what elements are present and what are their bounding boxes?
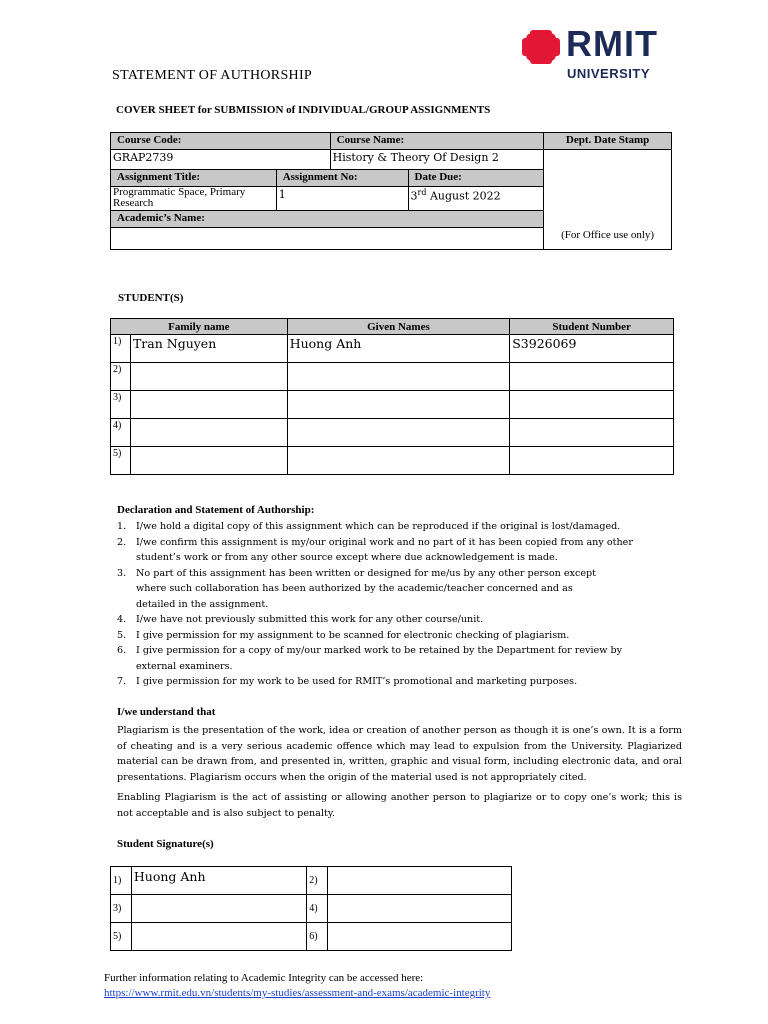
course-code-label: Course Code: — [111, 133, 331, 150]
dept-date-stamp-label: Dept. Date Stamp — [544, 133, 672, 150]
student-number-cell — [510, 419, 674, 447]
page-subtitle: COVER SHEET for SUBMISSION of INDIVIDUAL/GROUP ASSIGNMENTS — [116, 104, 491, 116]
given-names-cell — [287, 363, 510, 391]
logo-rmit-text: RMIT — [566, 23, 658, 64]
signature-cell — [328, 923, 512, 951]
office-use-note: (For Office use only) — [561, 229, 655, 241]
signature-number: 1) — [111, 867, 132, 895]
family-name-cell — [130, 363, 287, 391]
course-code-value: GRAP2739 — [111, 150, 331, 170]
students-heading: STUDENT(S) — [118, 292, 184, 304]
signature-cell — [328, 867, 512, 895]
list-item: 2. I/we confirm this assignment is my/our original work and no part of it has been copied from any other student’s work or from any other source except where due acknowledgement is made. — [117, 536, 633, 563]
course-name-value: History & Theory Of Design 2 — [330, 150, 544, 170]
student-number-cell: S3926069 — [510, 335, 674, 363]
given-names-cell — [287, 391, 510, 419]
family-name-cell: Tran Nguyen — [130, 335, 287, 363]
signature-table — [110, 866, 512, 951]
row-number: 2) — [111, 363, 131, 391]
signature-cell — [131, 895, 306, 923]
list-item: 7. I give permission for my work to be used for RMIT’s promotional and marketing purposes. — [117, 676, 578, 687]
student-number-cell — [510, 391, 674, 419]
academic-integrity-link[interactable]: https://www.rmit.edu.vn/students/my-studies/assessment-and-exams/academic-integrity — [104, 987, 491, 999]
signature-cell — [131, 923, 306, 951]
family-name-cell — [130, 391, 287, 419]
table-row — [111, 391, 674, 419]
footer-text: Further information relating to Academic Integrity can be accessed here: — [104, 972, 424, 984]
declaration-heading: Declaration and Statement of Authorship: — [117, 504, 315, 516]
given-names-cell — [287, 419, 510, 447]
course-name-label: Course Name: — [330, 133, 544, 150]
table-row — [111, 419, 674, 447]
student-number-cell — [510, 363, 674, 391]
list-item: 5. I give permission for my assignment to be scanned for electronic checking of plagiarism. — [117, 629, 570, 641]
assignment-title-value: Programmatic Space, Primary Research — [111, 187, 277, 211]
dept-date-stamp-box — [544, 150, 672, 250]
family-name-header: Family name — [111, 319, 288, 335]
signature-number: 3) — [111, 895, 132, 923]
row-number: 5) — [111, 447, 131, 475]
row-number: 4) — [111, 419, 131, 447]
plagiarism-paragraph: Plagiarism is the presentation of the work, idea or creation of another person as though it is one’s own. It is a form of cheating and is a very serious academic offence which may lead to expulsion from the University. Plagiarized material can be drawn from, and presented in, written, graphic and visual form, including electronic data, and oral presentations. Plagiarism occurs when the origin of the material used is not appropriately cited. — [117, 725, 682, 783]
row-number: 3) — [111, 391, 131, 419]
student-table — [110, 318, 674, 475]
declaration-list — [117, 519, 677, 690]
family-name-cell — [130, 419, 287, 447]
date-due-value: 3rd August 2022 — [408, 187, 544, 211]
logo-university-text: UNIVERSITY — [567, 66, 651, 81]
list-item: 4. I/we have not previously submitted this work for any other course/unit. — [117, 614, 484, 625]
table-row — [111, 923, 512, 951]
signature-number: 6) — [307, 923, 328, 951]
understand-heading: I/we understand that — [117, 706, 216, 718]
student-number-header: Student Number — [510, 319, 674, 335]
signature-number: 5) — [111, 923, 132, 951]
row-number: 1) — [111, 335, 131, 363]
student-number-cell — [510, 447, 674, 475]
date-due-label: Date Due: — [408, 170, 544, 187]
signature-number: 2) — [307, 867, 328, 895]
given-names-header: Given Names — [287, 319, 510, 335]
list-item: 3. No part of this assignment has been written or designed for me/us by any other person except where such collaboration has been authorized by the academic/teacher concerned and as detailed in the assignment. — [117, 567, 597, 610]
page-title: STATEMENT OF AUTHORSHIP — [112, 68, 312, 83]
assignment-no-label: Assignment No: — [276, 170, 408, 187]
rmit-logo — [522, 23, 674, 86]
list-item: 6. I give permission for a copy of my/our marked work to be retained by the Department for review by external examiners. — [117, 645, 623, 672]
family-name-cell — [130, 447, 287, 475]
list-item: 1. I/we hold a digital copy of this assignment which can be reproduced if the original is lost/damaged. — [117, 521, 621, 532]
table-row — [111, 363, 674, 391]
assignment-title-label: Assignment Title: — [111, 170, 277, 187]
table-row — [111, 447, 674, 475]
table-row — [111, 867, 512, 895]
assignment-no-value: 1 — [276, 187, 408, 211]
signature-cell: Huong Anh — [131, 867, 306, 895]
signature-heading: Student Signature(s) — [117, 838, 214, 850]
given-names-cell: Huong Anh — [287, 335, 510, 363]
academic-name-label: Academic’s Name: — [111, 211, 544, 228]
academic-name-value — [111, 228, 544, 250]
given-names-cell — [287, 447, 510, 475]
rmit-pixel-logo-icon — [522, 30, 562, 64]
signature-cell — [328, 895, 512, 923]
enabling-plagiarism-paragraph: Enabling Plagiarism is the act of assisting or allowing another person to plagiarize or to copy one’s work; this is not acceptable and is also subject to penalty. — [117, 792, 682, 819]
table-row — [111, 335, 674, 363]
signature-number: 4) — [307, 895, 328, 923]
table-row — [111, 895, 512, 923]
course-details-table — [110, 132, 672, 250]
